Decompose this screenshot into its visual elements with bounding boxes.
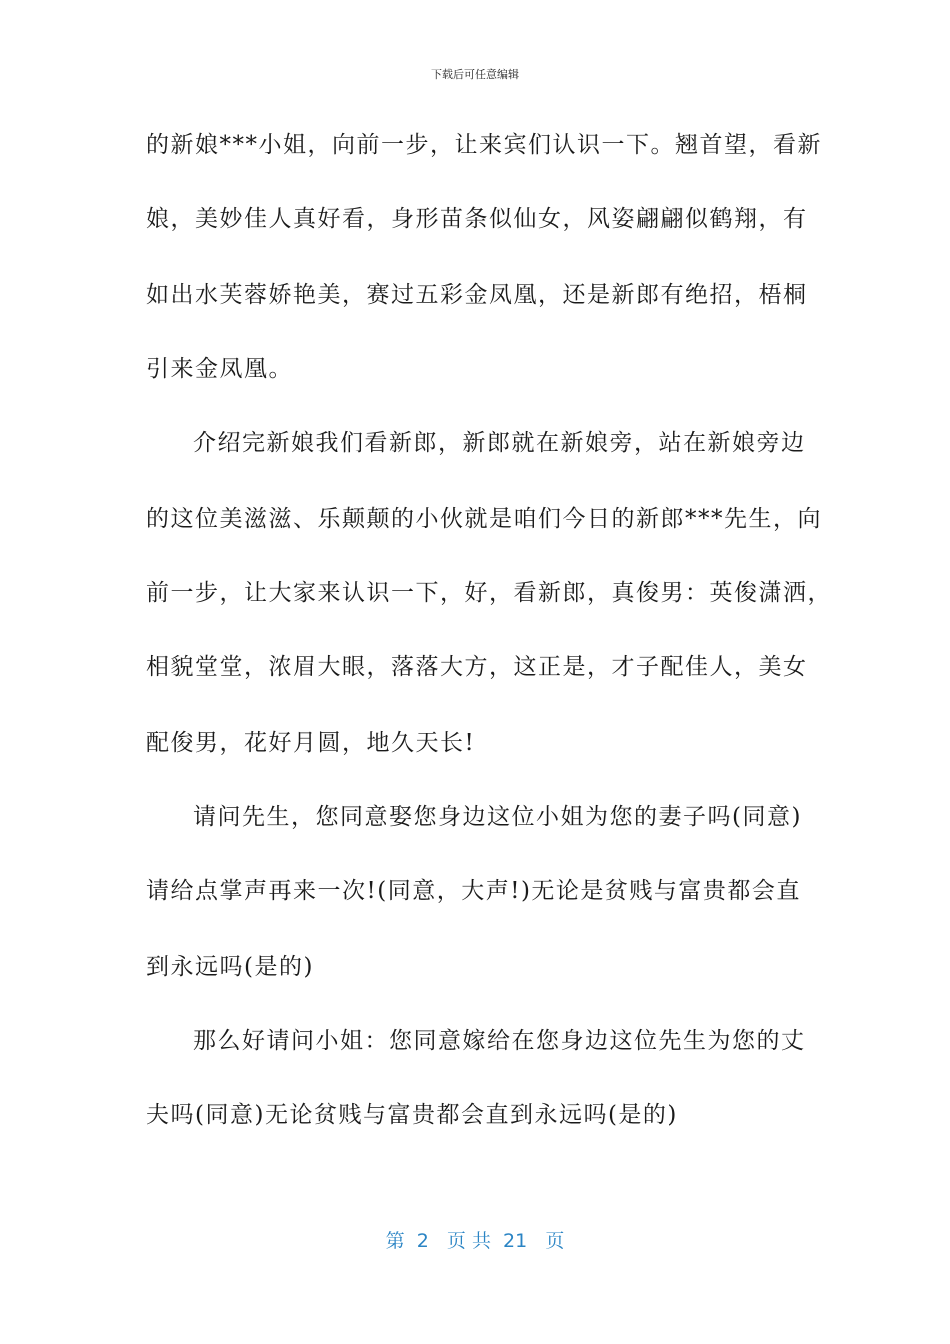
text-line: 前一步，让大家来认识一下，好，看新郎，真俊男：英俊潇洒， <box>146 580 832 606</box>
text-line: 娘，美妙佳人真好看，身形苗条似仙女，风姿翩翩似鹤翔，有 <box>146 206 808 232</box>
text-line: 的这位美滋滋、乐颠颠的小伙就是咱们今日的新郎***先生，向 <box>146 506 822 532</box>
text-line: 引来金凤凰。 <box>146 356 293 382</box>
text-line: 夫吗(同意)无论贫贱与富贵都会直到永远吗(是的) <box>146 1102 678 1128</box>
text-line: 如出水芙蓉娇艳美，赛过五彩金凤凰，还是新郎有绝招，梧桐 <box>146 282 808 308</box>
page-header: 下载后可任意编辑 <box>431 68 519 81</box>
text-line: 的新娘***小姐，向前一步，让来宾们认识一下。翘首望，看新 <box>146 132 822 158</box>
paragraph-start-line: 那么好请问小姐：您同意嫁给在您身边这位先生为您的丈 <box>193 1028 806 1054</box>
paragraph-start-line: 请问先生，您同意娶您身边这位小姐为您的妻子吗(同意) <box>193 804 802 830</box>
paragraph-start-line: 介绍完新娘我们看新郎，新郎就在新娘旁，站在新娘旁边 <box>193 430 806 456</box>
page-footer: 第 2 页 共 21 页 <box>385 1230 565 1252</box>
text-line: 请给点掌声再来一次!(同意，大声!)无论是贫贱与富贵都会直 <box>146 878 801 904</box>
text-line: 相貌堂堂，浓眉大眼，落落大方，这正是，才子配佳人，美女 <box>146 654 808 680</box>
text-line: 到永远吗(是的) <box>146 954 314 980</box>
text-line: 配俊男，花好月圆，地久天长! <box>146 730 476 756</box>
